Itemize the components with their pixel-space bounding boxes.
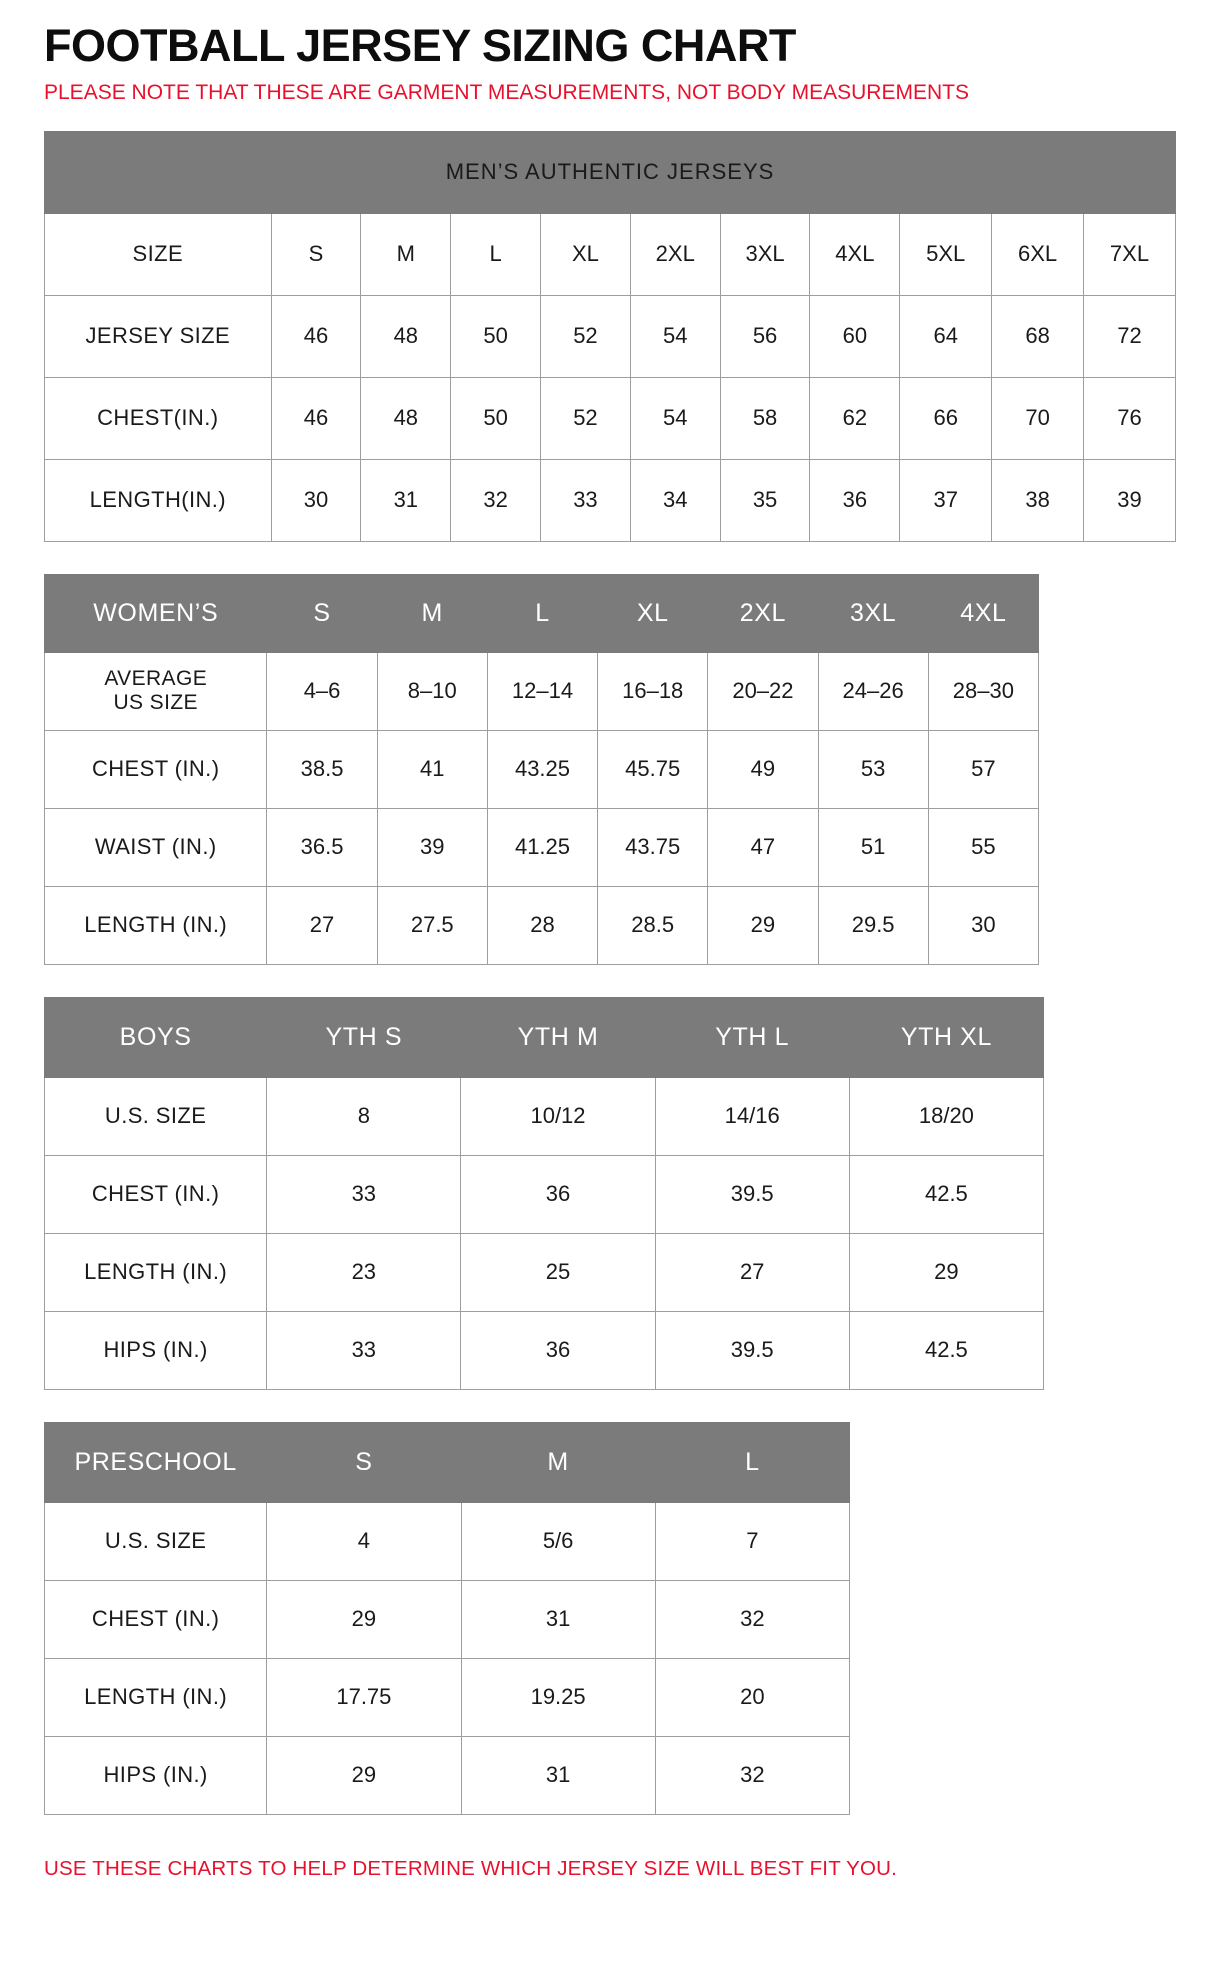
table-cell-value: 17.75 [267,1658,461,1736]
table-cell-value: 46 [271,377,361,459]
row-label: CHEST(IN.) [45,377,272,459]
table-cell-value: 48 [361,295,451,377]
table-cell-value: 39.5 [655,1311,849,1389]
table-cell-value: 39.5 [655,1155,849,1233]
table-header-cell: YTH S [267,997,461,1077]
table-row [45,886,1039,964]
table-row [45,377,1176,459]
table-cell-value: 27 [655,1233,849,1311]
table-cell-value: 10/12 [461,1077,655,1155]
table-cell-value: 52 [541,295,631,377]
table-header-cell: S [267,574,377,652]
table-cell-value: 76 [1084,377,1176,459]
table-cell-value: S [271,213,361,295]
table-cell-value: 38 [992,459,1084,541]
table-cell-value: 29 [267,1580,461,1658]
row-label: LENGTH(IN.) [45,459,272,541]
table-cell-value: 42.5 [849,1311,1043,1389]
table-row [45,1311,1044,1389]
table-row [45,1077,1044,1155]
table-header-row [45,574,1039,652]
table-cell-value: 31 [361,459,451,541]
table-cell-value: 33 [267,1155,461,1233]
table-cell-value: 8–10 [377,652,487,730]
page-title: FOOTBALL JERSEY SIZING CHART [44,20,796,71]
row-label: LENGTH (IN.) [45,886,267,964]
table-cell-value: 47 [708,808,818,886]
table-cell-value: 29 [708,886,818,964]
table-cell-value: 36.5 [267,808,377,886]
table-header-cell: YTH L [655,997,849,1077]
table-cell-value: 33 [267,1311,461,1389]
table-cell-value: 55 [928,808,1038,886]
boys-jerseys-table [44,997,1044,1390]
table-cell-value: 29.5 [818,886,928,964]
table-row [45,1502,850,1580]
table-cell-value: XL [541,213,631,295]
table-row [45,808,1039,886]
table-cell-value: 70 [992,377,1084,459]
preschool-jerseys-table [44,1422,850,1815]
row-label: U.S. SIZE [45,1502,267,1580]
table-cell-value: 16–18 [598,652,708,730]
table-header-row [45,1422,850,1502]
table-cell-value: 37 [900,459,992,541]
table-header-cell: L [655,1422,849,1502]
table-cell-value: 51 [818,808,928,886]
table-cell-value: 54 [630,377,720,459]
table-cell-value: 4–6 [267,652,377,730]
table-row [45,1233,1044,1311]
table-cell-value: 34 [630,459,720,541]
table-cell-value: 33 [541,459,631,541]
table-row [45,295,1176,377]
table-cell-value: 64 [900,295,992,377]
table-cell-value: 52 [541,377,631,459]
table-row [45,652,1039,730]
table-row [45,1658,850,1736]
table-cell-value: 58 [720,377,810,459]
table-cell-value: 72 [1084,295,1176,377]
table-cell-value: 48 [361,377,451,459]
mens-table-banner: MEN’S AUTHENTIC JERSEYS [45,131,1176,213]
table-cell-value: 31 [461,1736,655,1814]
table-cell-value: 36 [461,1311,655,1389]
table-cell-value: 41.25 [487,808,597,886]
table-cell-value: 54 [630,295,720,377]
row-label: LENGTH (IN.) [45,1233,267,1311]
table-row [45,213,1176,295]
table-header-label: PRESCHOOL [45,1422,267,1502]
table-cell-value: 49 [708,730,818,808]
table-cell-value: 35 [720,459,810,541]
table-cell-value: 3XL [720,213,810,295]
table-cell-value: 18/20 [849,1077,1043,1155]
row-label: AVERAGE US SIZE [45,652,267,730]
table-cell-value: 32 [655,1580,849,1658]
table-header-cell: L [487,574,597,652]
table-cell-value: 25 [461,1233,655,1311]
table-cell-value: 5XL [900,213,992,295]
table-cell-value: 43.75 [598,808,708,886]
table-cell-value: 12–14 [487,652,597,730]
table-header-cell: 4XL [928,574,1038,652]
table-cell-value: 30 [271,459,361,541]
table-cell-value: 45.75 [598,730,708,808]
table-header-cell: M [461,1422,655,1502]
table-cell-value: 28.5 [598,886,708,964]
womens-jerseys-table [44,574,1039,965]
table-cell-value: 43.25 [487,730,597,808]
table-header-label: WOMEN’S [45,574,267,652]
table-cell-value: 62 [810,377,900,459]
table-header-row [45,997,1044,1077]
row-label: CHEST (IN.) [45,1155,267,1233]
table-cell-value: 36 [461,1155,655,1233]
row-label: HIPS (IN.) [45,1311,267,1389]
mens-authentic-jerseys-table [44,131,1176,542]
table-cell-value: 42.5 [849,1155,1043,1233]
table-cell-value: 5/6 [461,1502,655,1580]
table-cell-value: 28 [487,886,597,964]
row-label: U.S. SIZE [45,1077,267,1155]
table-cell-value: 20 [655,1658,849,1736]
table-cell-value: M [361,213,451,295]
table-cell-value: 19.25 [461,1658,655,1736]
table-header-cell: 2XL [708,574,818,652]
table-cell-value: 30 [928,886,1038,964]
table-cell-value: 29 [267,1736,461,1814]
table-header-cell: 3XL [818,574,928,652]
table-cell-value: 39 [1084,459,1176,541]
row-label: CHEST (IN.) [45,1580,267,1658]
table-cell-value: 2XL [630,213,720,295]
table-cell-value: 24–26 [818,652,928,730]
table-cell-value: 39 [377,808,487,886]
table-header-label: BOYS [45,997,267,1077]
table-cell-value: 14/16 [655,1077,849,1155]
row-label: SIZE [45,213,272,295]
table-header-cell: YTH XL [849,997,1043,1077]
table-cell-value: 32 [451,459,541,541]
table-cell-value: 57 [928,730,1038,808]
table-cell-value: 7XL [1084,213,1176,295]
table-cell-value: 36 [810,459,900,541]
table-cell-value: 53 [818,730,928,808]
table-header-cell: XL [598,574,708,652]
table-header-cell: M [377,574,487,652]
table-cell-value: 38.5 [267,730,377,808]
table-cell-value: 66 [900,377,992,459]
table-row [45,730,1039,808]
table-cell-value: 50 [451,295,541,377]
table-cell-value: 23 [267,1233,461,1311]
table-cell-value: 7 [655,1502,849,1580]
table-cell-value: 4 [267,1502,461,1580]
table-cell-value: 31 [461,1580,655,1658]
table-cell-value: 27 [267,886,377,964]
table-cell-value: 32 [655,1736,849,1814]
table-cell-value: 50 [451,377,541,459]
table-row [45,459,1176,541]
table-row [45,1580,850,1658]
table-row [45,1155,1044,1233]
table-cell-value: 46 [271,295,361,377]
row-label: WAIST (IN.) [45,808,267,886]
table-cell-value: 6XL [992,213,1084,295]
row-label: CHEST (IN.) [45,730,267,808]
table-cell-value: 27.5 [377,886,487,964]
table-cell-value: 28–30 [928,652,1038,730]
table-cell-value: 4XL [810,213,900,295]
table-cell-value: 20–22 [708,652,818,730]
row-label: HIPS (IN.) [45,1736,267,1814]
table-row [45,1736,850,1814]
row-label: JERSEY SIZE [45,295,272,377]
garment-measurement-note: PLEASE NOTE THAT THESE ARE GARMENT MEASUREMENTS, NOT BODY MEASUREMENTS [44,81,969,105]
table-cell-value: 68 [992,295,1084,377]
footer-note: USE THESE CHARTS TO HELP DETERMINE WHICH JERSEY SIZE WILL BEST FIT YOU. [44,1856,897,1880]
table-cell-value: 8 [267,1077,461,1155]
row-label: LENGTH (IN.) [45,1658,267,1736]
table-header-cell: YTH M [461,997,655,1077]
table-cell-value: 56 [720,295,810,377]
table-cell-value: 41 [377,730,487,808]
table-row [45,131,1176,213]
table-cell-value: L [451,213,541,295]
table-cell-value: 29 [849,1233,1043,1311]
table-cell-value: 60 [810,295,900,377]
table-header-cell: S [267,1422,461,1502]
